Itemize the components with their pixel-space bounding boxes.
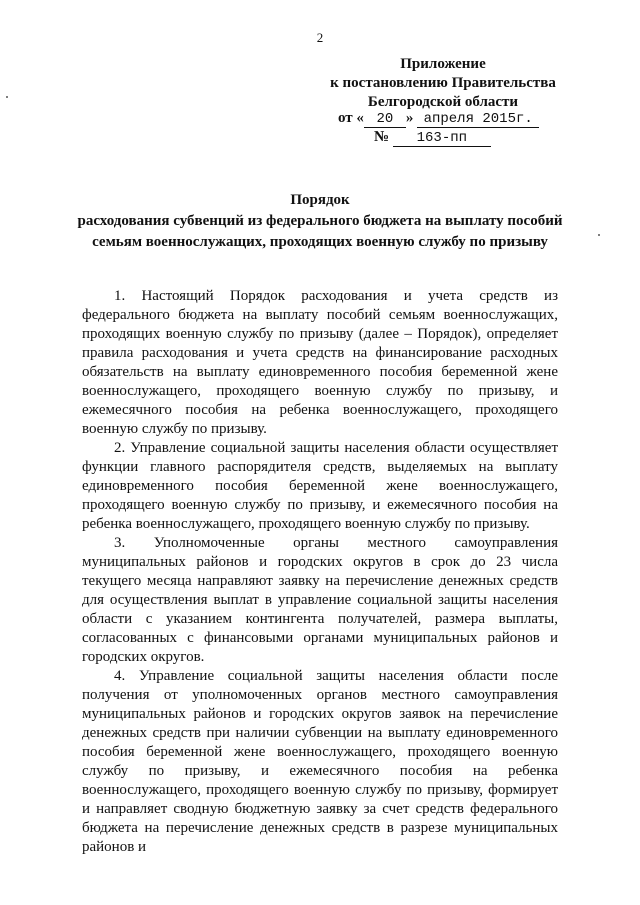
appendix-resolution-line: к постановлению Правительства [330, 75, 556, 91]
date-quote-close: » [405, 110, 414, 126]
date-prefix: от « [338, 110, 364, 126]
number-value: 163-пп [393, 130, 491, 147]
appendix-number-line [374, 129, 491, 147]
document-body [82, 287, 558, 857]
title-line-3: семьям военнослужащих, проходящих военную службу по призыву [92, 234, 548, 250]
number-label: № [374, 129, 390, 145]
paragraph-3: 3. Уполномоченные органы местного самоуправления муниципальных районов и городских округов в срок до 23 числа текущего месяца направляют заявку на перечисление денежных средств для осуществления выплат в управление социальной защиты населения области с указанием контингента получателей, размера выплаты, согласованных с финансовыми органами муниципальных районов и городских округов. [82, 535, 558, 665]
paragraph-1: 1. Настоящий Порядок расходования и учета средств из федерального бюджета на выплату пособий семьям военнослужащих, проходящих военную службу по призыву (далее – Порядок), определяет правила расходования и учета средств на финансирование расходных обязательств на выплату единовременного пособия беременной жене военнослужащего, проходящего военную службу по призыву, и ежемесячного пособия на ребенка военнослужащего, проходящего военную службу по призыву. [82, 288, 558, 437]
scan-speck [6, 96, 8, 98]
document-title [40, 190, 600, 253]
page-number: 2 [316, 30, 324, 45]
appendix-title: Приложение [400, 56, 486, 72]
title-line-2: расходования субвенций из федерального бюджета на выплату пособий [77, 213, 563, 229]
paragraph-2: 2. Управление социальной защиты населения области осуществляет функции главного распорядителя средств, выделяемых на выплату единовременного пособия беременной жене военнослужащего, проходящего военную службу по призыву, и ежемесячного пособия на ребенка военнослужащего, проходящего военную службу по призыву. [82, 440, 558, 532]
appendix-header [318, 55, 568, 112]
paragraph-4: 4. Управление социальной защиты населения области после получения от уполномоченных органов местного самоуправления муниципальных районов и городских округов заявок на перечисление денежных средств при наличии субвенции на выплату единовременного пособия беременной жене военнослужащего, проходящего военную службу по призыву, и ежемесячного пособия на ребенка военнослужащего, проходящего военную службу по призыву, формирует и направляет сводную бюджетную заявку за счет средств федерального бюджета на перечисление денежных средств в разрезе муниципальных районов и [82, 668, 558, 855]
scan-speck [598, 234, 600, 236]
title-line-1: Порядок [290, 192, 350, 208]
appendix-date-line [338, 110, 539, 128]
appendix-region-line: Белгородской области [367, 94, 519, 110]
date-month-year: апреля 2015г. [417, 111, 539, 128]
date-day: 20 [364, 111, 406, 128]
